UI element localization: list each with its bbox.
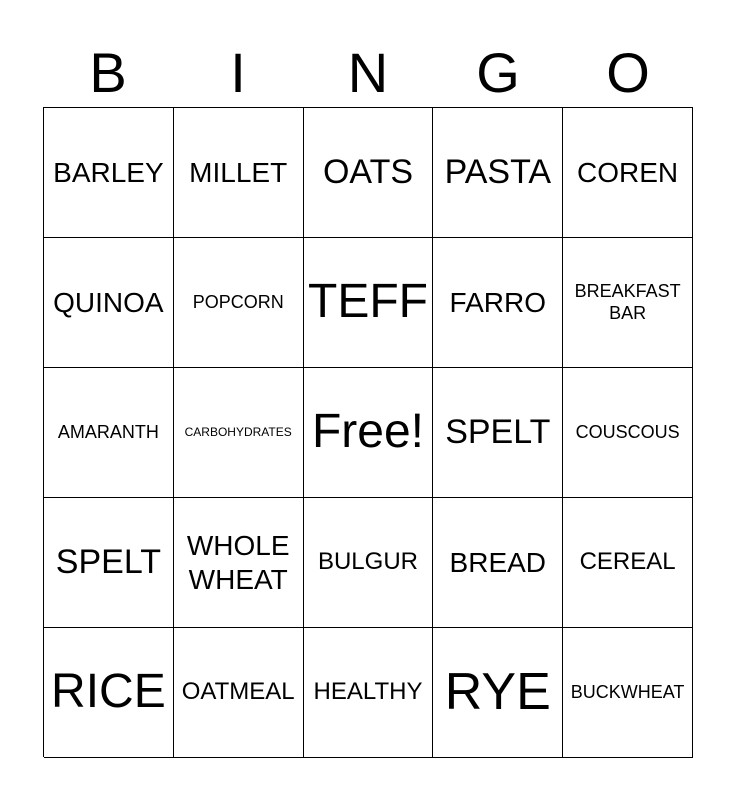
header-letter-b: B [89, 41, 127, 104]
header-letter-o: O [606, 41, 650, 104]
bingo-cell[interactable]: BULGUR [304, 498, 434, 628]
bingo-cell[interactable]: CARBOHYDRATES [174, 368, 304, 498]
bingo-cell[interactable]: PASTA [433, 108, 563, 238]
board-row [44, 628, 693, 758]
bingo-cell[interactable]: BARLEY [44, 108, 174, 238]
board-row [44, 238, 693, 368]
bingo-cell[interactable]: TEFF [304, 238, 434, 368]
bingo-header [43, 38, 693, 108]
bingo-cell[interactable]: BUCKWHEAT [563, 628, 693, 758]
bingo-cell[interactable]: SPELT [44, 498, 174, 628]
header-letter-n: N [347, 41, 389, 104]
bingo-cell[interactable]: WHOLE WHEAT [174, 498, 304, 628]
bingo-cell[interactable]: POPCORN [174, 238, 304, 368]
bingo-cell[interactable]: OATMEAL [174, 628, 304, 758]
board-row [44, 498, 693, 628]
bingo-board [43, 107, 693, 757]
bingo-cell[interactable]: FARRO [433, 238, 563, 368]
free-space-cell[interactable]: Free! [304, 368, 434, 498]
bingo-cell[interactable]: BREAD [433, 498, 563, 628]
bingo-cell[interactable]: QUINOA [44, 238, 174, 368]
bingo-cell[interactable]: OATS [304, 108, 434, 238]
header-letter-i: I [230, 41, 246, 104]
board-row [44, 368, 693, 498]
bingo-cell[interactable]: AMARANTH [44, 368, 174, 498]
header-letter-g: G [476, 41, 520, 104]
bingo-cell[interactable]: HEALTHY [304, 628, 434, 758]
bingo-cell[interactable]: COUSCOUS [563, 368, 693, 498]
bingo-cell[interactable]: MILLET [174, 108, 304, 238]
bingo-cell[interactable]: RYE [433, 628, 563, 758]
bingo-cell[interactable]: COREN [563, 108, 693, 238]
bingo-cell[interactable]: CEREAL [563, 498, 693, 628]
bingo-cell[interactable]: BREAKFAST BAR [563, 238, 693, 368]
bingo-cell[interactable]: SPELT [433, 368, 563, 498]
bingo-cell[interactable]: RICE [44, 628, 174, 758]
board-row [44, 108, 693, 238]
